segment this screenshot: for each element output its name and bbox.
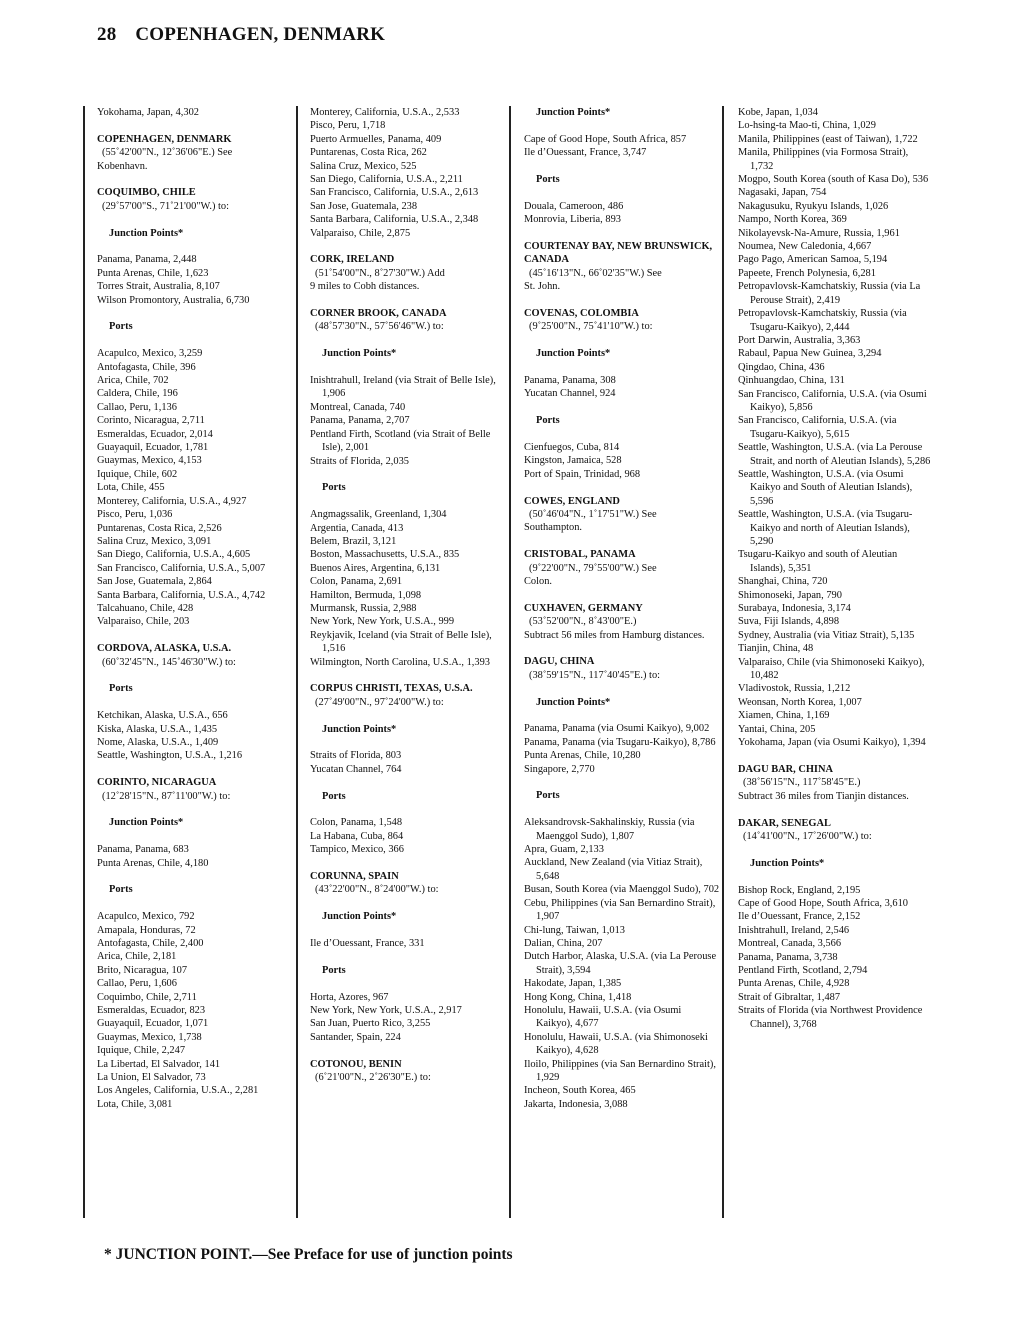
column-1 [97,106,293,1111]
entry: San Jose, Guatemala, 238 [310,200,418,212]
footnote: * JUNCTION POINT.—See Preface for use of junction points [104,1246,513,1263]
entry: Corinto, Nicaragua, 2,711 [97,415,205,427]
spacer [310,334,506,347]
subheading: Junction Points* [322,911,397,923]
entry: Santa Barbara, California, U.S.A., 2,348 [310,214,479,226]
entry: Buenos Aires, Argentina, 6,131 [310,562,441,574]
subheading: Junction Points* [109,227,184,239]
spacer [524,294,720,307]
spacer [524,119,720,132]
entry: Bishop Rock, England, 2,195 [738,884,861,896]
subheading: Ports [536,174,560,185]
spacer [524,186,720,199]
note-text: Subtract 56 miles from Hamburg distances. [524,629,705,641]
spacer [97,696,293,709]
entry: New York, New York, U.S.A., 2,917 [310,1004,462,1016]
spacer [524,401,720,414]
spacer [524,481,720,494]
entry: Noumea, New Caledonia, 4,667 [738,241,872,253]
entry: San Juan, Puerto Rico, 3,255 [310,1018,431,1030]
entry: Acapulco, Mexico, 3,259 [97,348,203,360]
note-text: Kobenhavn. [97,160,148,172]
entry: Suva, Fiji Islands, 4,898 [738,616,840,628]
entry: Straits of Florida, 803 [310,750,402,762]
entry: Guayaquil, Ecuador, 1,781 [97,442,209,454]
entry: Callao, Peru, 1,606 [97,978,177,990]
entry: Hakodate, Japan, 1,385 [524,978,622,990]
entry: Torres Strait, Australia, 8,107 [97,281,220,293]
coordinates: (9˚25'00"N., 75˚41'10"W.) to: [529,321,653,333]
entry: Yucatan Channel, 924 [524,388,616,400]
entry: Valparaiso, Chile (via Shimonoseki Kaikyo), 10,482 [738,656,925,682]
spacer [524,361,720,374]
entry: Punta Arenas, Chile, 10,280 [524,750,641,762]
entry: Nagasaki, Japan, 754 [738,187,827,199]
spacer [310,468,506,481]
section-heading: DAGU, CHINA [524,656,595,668]
spacer [310,1044,506,1057]
entry: San Diego, California, U.S.A., 2,211 [310,174,463,186]
spacer [738,843,934,856]
entry: Pentland Firth, Scotland, 2,794 [738,964,868,976]
entry: Petropavlovsk-Kamchatskiy, Russia (via Tsugaru-Kaikyo), 2,444 [738,308,907,333]
entry: Valparaiso, Chile, 2,875 [310,227,411,239]
section-heading: CORDOVA, ALASKA, U.S.A. [97,643,232,655]
entry: Auckland, New Zealand (via Vitiaz Strait), 5,648 [524,857,703,882]
entry: Montreal, Canada, 740 [310,401,406,413]
spacer [738,870,934,883]
entry: Punta Arenas, Chile, 4,928 [738,978,850,990]
entry: Arica, Chile, 2,181 [97,951,177,963]
subheading: Ports [536,790,560,802]
coordinates: (60˚32'45"N., 145˚46'30"W.) to: [102,656,236,668]
entry: San Jose, Guatemala, 2,864 [97,576,212,588]
entry: Lota, Chile, 455 [97,482,165,494]
coordinates: (12˚28'15"N., 87˚11'00"W.) to: [102,790,231,802]
entry: Nakagusuku, Ryukyu Islands, 1,026 [738,200,889,212]
entry: Strait of Gibraltar, 1,487 [738,991,841,1003]
section-heading: DAKAR, SENEGAL [738,817,831,829]
entry: Kingston, Jamaica, 528 [524,455,622,467]
entry: Punta Arenas, Chile, 4,180 [97,857,209,869]
spacer [97,897,293,910]
column-rule [296,106,298,1218]
entry: Vladivostok, Russia, 1,212 [738,683,851,695]
entry: Lota, Chile, 3,081 [97,1098,173,1110]
entry: Qingdao, China, 436 [738,361,825,373]
entry: Boston, Massachusetts, U.S.A., 835 [310,549,460,561]
spacer [97,119,293,132]
entry: San Francisco, California, U.S.A., 5,007 [97,562,266,574]
page-title: COPENHAGEN, DENMARK [135,24,386,45]
entry: Iquique, Chile, 2,247 [97,1045,186,1057]
entry: Brito, Nicaragua, 107 [97,964,188,976]
section-heading: COQUIMBO, CHILE [97,187,196,199]
entry: Cienfuegos, Cuba, 814 [524,442,620,454]
section-heading: CORUNNA, SPAIN [310,870,399,882]
spacer [738,750,934,763]
entry: San Francisco, California, U.S.A., 2,613 [310,187,479,199]
entry: Coquimbo, Chile, 2,711 [97,991,197,1003]
entry: Seattle, Washington, U.S.A. (via Osumi Kaikyo and South of Aleutian Islands), 5,596 [738,468,913,507]
entry: Salina Cruz, Mexico, 525 [310,160,417,172]
entry: Sydney, Australia (via Vitiaz Strait), 5,135 [738,629,915,641]
entry: Yantai, China, 205 [738,723,816,735]
entry: Qinhuangdao, China, 131 [738,375,845,387]
spacer [97,213,293,226]
entry: Amapala, Honduras, 72 [97,924,196,936]
entry: Valparaiso, Chile, 203 [97,616,190,628]
spacer [524,160,720,173]
entry: Argentia, Canada, 413 [310,522,404,534]
subheading: Ports [322,964,346,976]
entry: Hamilton, Bermuda, 1,098 [310,589,422,601]
entry: Colon, Panama, 2,691 [310,576,403,588]
subheading: Ports [109,884,133,896]
coordinates: (50˚46'04"N., 1˚17'51"W.) See [529,509,657,521]
entry: Surabaya, Indonesia, 3,174 [738,603,851,615]
subheading: Ports [322,790,346,802]
coordinates: (38˚56'15"N., 117˚58'45"E.) [743,777,861,789]
subheading: Ports [536,415,560,427]
entry: Puntarenas, Costa Rica, 262 [310,147,427,159]
section-heading: CORNER BROOK, CANADA [310,308,447,320]
spacer [524,535,720,548]
entry: Guaymas, Mexico, 4,153 [97,455,202,467]
spacer [310,240,506,253]
section-heading: CUXHAVEN, GERMANY [524,602,643,614]
subheading: Ports [322,482,346,494]
column-4 [738,106,934,1031]
entry: Wilson Promontory, Australia, 6,730 [97,294,250,306]
entry: Arica, Chile, 702 [97,375,169,387]
entry: Papeete, French Polynesia, 6,281 [738,267,876,279]
spacer [310,736,506,749]
entry: Horta, Azores, 967 [310,991,389,1003]
entry: Cebu, Philippines (via San Bernardino Strait), 1,907 [524,897,716,923]
entry: Inishtrahull, Ireland (via Strait of Belle Isle), 1,906 [310,375,496,400]
coordinates: (53˚52'00"N., 8˚43'00"E.) [529,616,637,628]
spacer [97,307,293,320]
entry: Nome, Alaska, U.S.A., 1,409 [97,736,219,748]
entry: Cape of Good Hope, South Africa, 857 [524,133,687,145]
entry: Antofagasta, Chile, 2,400 [97,937,204,949]
page-header [97,24,385,46]
spacer [524,776,720,789]
subheading: Junction Points* [536,348,611,360]
coordinates: (14˚41'00"N., 17˚26'00"W.) to: [743,830,872,842]
entry: Inishtrahull, Ireland, 2,546 [738,924,850,936]
entry: Nikolayevsk-Na-Amure, Russia, 1,961 [738,227,900,239]
entry: Straits of Florida (via Northwest Providence Channel), 3,768 [738,1005,923,1030]
entry: Tampico, Mexico, 366 [310,844,404,856]
coordinates: (55˚42'00"N., 12˚36'06"E.) See [102,147,233,159]
section-heading: CORINTO, NICARAGUA [97,777,217,789]
entry: Guayaquil, Ecuador, 1,071 [97,1018,209,1030]
entry: Panama, Panama, 2,448 [97,254,197,266]
coordinates: (9˚22'00"N., 79˚55'00"W.) See [529,562,657,574]
entry: Tsugaru-Kaikyo and south of Aleutian Islands), 5,351 [738,549,898,574]
entry: Montreal, Canada, 3,566 [738,938,842,950]
note-text: Southampton. [524,522,583,534]
entry: Puntarenas, Costa Rica, 2,526 [97,522,222,534]
entry: Seattle, Washington, U.S.A. (via La Perouse Strait, and north of Aleutian Islands), 5,286 [738,442,931,467]
subheading: Junction Points* [322,348,397,360]
spacer [310,669,506,682]
entry: Panama, Panama, 3,738 [738,951,838,963]
entry: Honolulu, Hawaii, U.S.A. (via Osumi Kaikyo), 4,677 [524,1004,682,1030]
entry: San Diego, California, U.S.A., 4,605 [97,549,251,561]
section-heading: COVENAS, COLOMBIA [524,308,639,320]
spacer [524,428,720,441]
entry: Wilmington, North Carolina, U.S.A., 1,393 [310,656,490,668]
entry: Guaymas, Mexico, 1,738 [97,1031,202,1043]
entry: Yucatan Channel, 764 [310,763,402,775]
entry: Shanghai, China, 720 [738,576,828,588]
entry: Panama, Panama (via Tsugaru-Kaikyo), 8,786 [524,736,716,748]
entry: Dutch Harbor, Alaska, U.S.A. (via La Perouse Strait), 3,594 [524,951,717,976]
coordinates: (6˚21'00"N., 2˚26'30"E.) to: [315,1071,431,1083]
entry: Seattle, Washington, U.S.A. (via Tsugaru-Kaikyo and north of Aleutian Islands), 5,290 [738,509,913,547]
entry: San Francisco, California, U.S.A. (via Tsugaru-Kaikyo), 5,615 [738,415,897,440]
entry: La Habana, Cuba, 864 [310,830,404,842]
spacer [310,294,506,307]
entry: Iloilo, Philippines (via San Bernardino Strait), 1,929 [524,1058,716,1083]
spacer [310,950,506,963]
coordinates: (38˚59'15"N., 117˚40'45"E.) to: [529,669,661,681]
spacer [524,227,720,240]
entry: Los Angeles, California, U.S.A., 2,281 [97,1085,259,1097]
entry: Santa Barbara, California, U.S.A., 4,742 [97,589,266,601]
entry: Honolulu, Hawaii, U.S.A. (via Shimonoseki Kaikyo), 4,628 [524,1031,708,1057]
entry: Panama, Panama, 2,707 [310,415,410,427]
subheading: Ports [109,321,133,333]
spacer [97,669,293,682]
entry: Aleksandrovsk-Sakhalinskiy, Russia (via Maenggol Sudo), 1,807 [524,817,695,842]
entry: Ile d’Ouessant, France, 2,152 [738,911,861,923]
entry: Rabaul, Papua New Guinea, 3,294 [738,348,882,360]
spacer [310,495,506,508]
note-text: 9 miles to Cobh distances. [310,281,420,293]
entry: Mogpo, South Korea (south of Kasa Do), 536 [738,174,929,186]
page-number: 28 [97,24,117,45]
entry: Ile d’Ouessant, France, 331 [310,937,425,949]
entry: Apra, Guam, 2,133 [524,844,604,856]
column-2 [310,106,506,1084]
spacer [524,803,720,816]
column-3 [524,106,720,1111]
entry: Panama, Panama, 683 [97,844,189,856]
entry: Jakarta, Indonesia, 3,088 [524,1098,628,1110]
entry: Manila, Philippines (east of Taiwan), 1,722 [738,133,918,145]
entry: Chi-lung, Taiwan, 1,013 [524,924,625,936]
entry: Douala, Cameroon, 486 [524,200,624,212]
entry: Manila, Philippines (via Formosa Strait), 1,732 [738,147,909,172]
entry: Lo-hsing-ta Mao-ti, China, 1,029 [738,120,876,132]
spacer [97,173,293,186]
spacer [310,361,506,374]
entry: Seattle, Washington, U.S.A., 1,216 [97,750,243,762]
spacer [524,709,720,722]
spacer [97,870,293,883]
entry: Murmansk, Russia, 2,988 [310,602,417,614]
entry: Port of Spain, Trinidad, 968 [524,468,641,480]
section-heading: COPENHAGEN, DENMARK [97,133,232,145]
section-heading: COWES, ENGLAND [524,495,620,507]
entry: Shimonoseki, Japan, 790 [738,589,842,601]
spacer [97,240,293,253]
entry: Iquique, Chile, 602 [97,468,178,480]
spacer [524,334,720,347]
spacer [97,830,293,843]
column-rule [509,106,511,1218]
subheading: Junction Points* [750,857,825,869]
note-text: Subtract 36 miles from Tianjin distances. [738,790,909,802]
entry: Punta Arenas, Chile, 1,623 [97,267,209,279]
section-heading: COTONOU, BENIN [310,1058,402,1070]
subheading: Ports [109,683,133,695]
entry: Dalian, China, 207 [524,937,603,949]
entry: Acapulco, Mexico, 792 [97,911,195,923]
coordinates: (51˚54'00"N., 8˚27'30"W.) Add [315,267,445,279]
entry: Belem, Brazil, 3,121 [310,535,397,547]
entry: Yokohama, Japan (via Osumi Kaikyo), 1,394 [738,737,926,749]
spacer [310,857,506,870]
spacer [97,803,293,816]
spacer [310,924,506,937]
entry: Pago Pago, American Samoa, 5,194 [738,254,888,266]
entry: Xiamen, China, 1,169 [738,710,830,722]
entry: Singapore, 2,770 [524,763,595,775]
coordinates: (45˚16'13"N., 66˚02'35"W.) See [529,267,662,279]
entry: La Libertad, El Salvador, 141 [97,1058,221,1070]
entry: New York, New York, U.S.A., 999 [310,616,455,628]
entry: Kiska, Alaska, U.S.A., 1,435 [97,723,218,735]
coordinates: (43˚22'00"N., 8˚24'00"W.) to: [315,884,439,896]
entry: Monterey, California, U.S.A., 4,927 [97,495,247,507]
entry: Straits of Florida, 2,035 [310,455,409,467]
entry: Pisco, Peru, 1,718 [310,120,386,132]
entry: Nampo, North Korea, 369 [738,214,847,226]
entry: San Francisco, California, U.S.A. (via Osumi Kaikyo), 5,856 [738,388,927,413]
entry: Weonsan, North Korea, 1,007 [738,696,862,708]
spacer [524,642,720,655]
section-heading: DAGU BAR, CHINA [738,763,833,775]
entry: Hong Kong, China, 1,418 [524,991,632,1003]
entry: Incheon, South Korea, 465 [524,1085,636,1097]
entry: Kobe, Japan, 1,034 [738,107,818,118]
entry: Busan, South Korea (via Maenggol Sudo), 702 [524,884,720,896]
entry: Caldera, Chile, 196 [97,388,178,400]
section-heading: CRISTOBAL, PANAMA [524,549,636,561]
entry: Colon, Panama, 1,548 [310,817,403,829]
note-text: Colon. [524,576,553,588]
entry: La Union, El Salvador, 73 [97,1072,206,1084]
entry: Cape of Good Hope, South Africa, 3,610 [738,897,908,909]
entry: Salina Cruz, Mexico, 3,091 [97,535,212,547]
subheading: Junction Points* [109,817,184,829]
entry: Yokohama, Japan, 4,302 [97,107,199,118]
spacer [310,977,506,990]
section-heading: CORK, IRELAND [310,254,395,266]
entry: Ile d’Ouessant, France, 3,747 [524,147,647,159]
entry: Tianjin, China, 48 [738,643,814,655]
entry: Talcahuano, Chile, 428 [97,602,194,614]
entry: Angmagssalik, Greenland, 1,304 [310,509,447,521]
entry: Port Darwin, Australia, 3,363 [738,334,861,346]
entry: Esmeraldas, Ecuador, 2,014 [97,428,213,440]
spacer [524,588,720,601]
entry: Esmeraldas, Ecuador, 823 [97,1005,206,1016]
column-rule [722,106,724,1218]
subheading: Junction Points* [322,723,397,735]
entry: Monterey, California, U.S.A., 2,533 [310,107,460,118]
entry: Petropavlovsk-Kamchatskiy, Russia (via La Perouse Strait), 2,419 [738,281,921,306]
spacer [310,709,506,722]
spacer [310,803,506,816]
entry: Pentland Firth, Scotland (via Strait of Belle Isle), 2,001 [310,428,491,454]
spacer [97,763,293,776]
spacer [310,776,506,789]
entry: Callao, Peru, 1,136 [97,401,177,413]
subheading: Junction Points* [536,107,611,118]
entry: Panama, Panama (via Osumi Kaikyo), 9,002 [524,723,710,735]
spacer [97,629,293,642]
section-heading: COURTENAY BAY, NEW BRUNSWICK, CANADA [524,241,713,266]
spacer [310,897,506,910]
entry: Antofagasta, Chile, 396 [97,361,196,373]
coordinates: (27˚49'00"N., 97˚24'00"W.) to: [315,696,444,708]
entry: Monrovia, Liberia, 893 [524,214,621,226]
entry: Santander, Spain, 224 [310,1031,401,1043]
spacer [97,334,293,347]
section-heading: CORPUS CHRISTI, TEXAS, U.S.A. [310,683,473,695]
column-rule [83,106,85,1218]
entry: Pisco, Peru, 1,036 [97,509,173,521]
entry: Panama, Panama, 308 [524,375,616,387]
coordinates: (29˚57'00"S., 71˚21'00"W.) to: [102,200,230,212]
entry: Puerto Armuelles, Panama, 409 [310,133,442,145]
subheading: Junction Points* [536,696,611,708]
spacer [738,803,934,816]
note-text: St. John. [524,281,561,293]
spacer [524,682,720,695]
entry: Ketchikan, Alaska, U.S.A., 656 [97,710,228,722]
entry: Reykjavik, Iceland (via Strait of Belle Isle), 1,516 [310,629,492,655]
coordinates: (48˚57'30"N., 57˚56'46"W.) to: [315,321,444,333]
